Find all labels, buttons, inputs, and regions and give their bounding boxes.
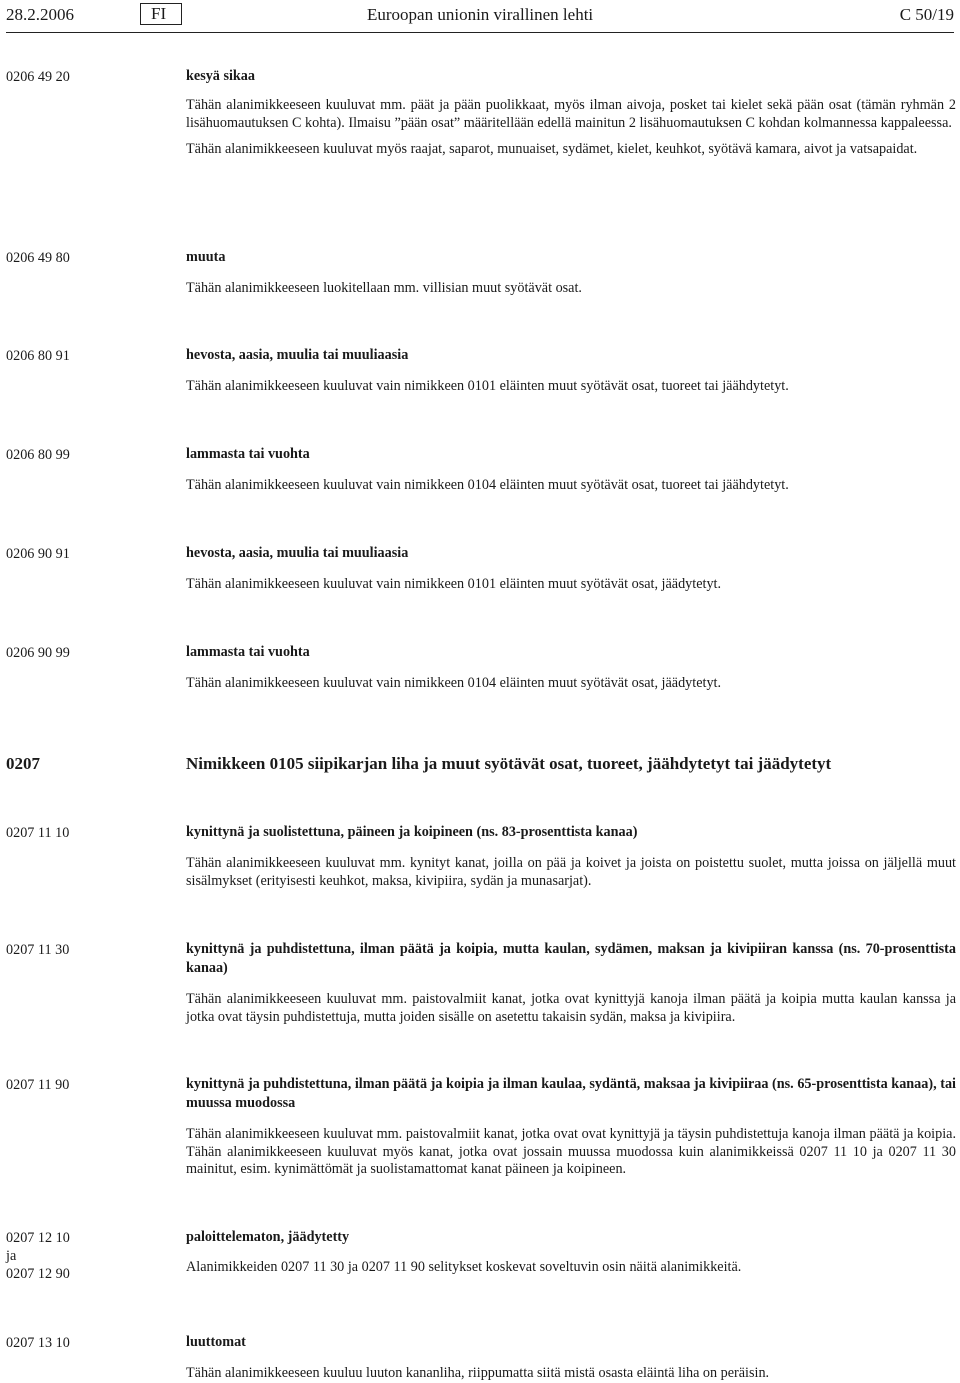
entry-body bbox=[186, 67, 956, 159]
entry-paragraph: Tähän alanimikkeeseen luokitellaan mm. villisian muut syötävät osat. bbox=[186, 280, 582, 296]
entry-title: hevosta, aasia, muulia tai muuliaasia bbox=[186, 545, 409, 561]
entry-code-group bbox=[6, 1228, 176, 1284]
entry-code: 0206 90 91 bbox=[6, 546, 70, 562]
entry-code: 0207 12 10 bbox=[6, 1230, 70, 1246]
entry-title: kynittynä ja suolistettuna, päineen ja koipineen (ns. 83-prosenttista kanaa) bbox=[186, 824, 638, 840]
entry-paragraph: Tähän alanimikkeeseen kuuluvat vain nimikkeen 0101 eläinten muut syötävät osat, jäädytetyt. bbox=[186, 576, 722, 592]
entry-body bbox=[186, 753, 956, 775]
entry-paragraph: Tähän alanimikkeeseen kuuluvat vain nimikkeen 0101 eläinten muut syötävät osat, tuoreet tai jäähdytetyt. bbox=[186, 378, 789, 394]
entry-paragraph: Tähän alanimikkeeseen kuuluvat mm. kynityt kanat, joilla on pää ja koivet ja joista on poistettu suolet, mutta joissa on jäljellä muut sisälmykset (erityisesti keuhkot, maksa, kivipiira, sydän ja munasarjat). bbox=[186, 855, 956, 889]
entry-paragraph: Tähän alanimikkeeseen kuuluvat vain nimikkeen 0104 eläinten muut syötävät osat, jäädytetyt. bbox=[186, 675, 722, 691]
entry-title: paloittelematon, jäädytetty bbox=[186, 1229, 350, 1245]
entry-body bbox=[186, 248, 956, 298]
entry-body bbox=[186, 1228, 956, 1277]
entry-body bbox=[186, 445, 956, 495]
entry-code: 0207 11 90 bbox=[6, 1077, 70, 1093]
heading-code: 0207 bbox=[6, 754, 40, 773]
entry-code: 0207 11 30 bbox=[6, 942, 70, 958]
entry-body bbox=[186, 346, 956, 396]
journal-title: Euroopan unionin virallinen lehti bbox=[367, 5, 594, 24]
heading-title: Nimikkeen 0105 siipikarjan liha ja muut syötävät osat, tuoreet, jäähdytetyt tai jäädytetyt bbox=[186, 754, 832, 773]
entry-title: kynittynä ja puhdistettuna, ilman päätä ja koipia ja ilman kaulaa, sydäntä, maksaa ja kivipiiraa (ns. 65-prosenttista kanaa), tai muussa muodossa bbox=[186, 1076, 956, 1111]
entry-paragraph: Tähän alanimikkeeseen kuuluvat mm. paistovalmiit kanat, jotka ovat kynittyjä kanoja ilman päätä ja koipia mutta kaulan kanssa ja jotka ovat täysin puhdistettuja, mutta joiden sisälle on asetettu takaisin sydän, maksa ja kivipiira. bbox=[186, 991, 956, 1025]
entry-title: kesyä sikaa bbox=[186, 68, 255, 84]
entry-body bbox=[186, 1075, 956, 1179]
entry-paragraph: Tähän alanimikkeeseen kuuluu luuton kananliha, riippumatta siitä mistä osasta eläintä liha on peräisin. bbox=[186, 1365, 770, 1381]
entry-title: kynittynä ja puhdistettuna, ilman päätä ja koipia, mutta kaulan, sydämen, maksan ja kivipiiran kanssa (ns. 70-prosenttista kanaa) bbox=[186, 941, 956, 976]
entry-body bbox=[186, 643, 956, 693]
entry-code-secondary: 0207 12 90 bbox=[6, 1266, 70, 1282]
page-number: C 50/19 bbox=[899, 5, 954, 24]
entry-title: muuta bbox=[186, 249, 226, 265]
entry-title: lammasta tai vuohta bbox=[186, 644, 310, 660]
entry-body bbox=[186, 940, 956, 1026]
code-conjunction: ja bbox=[6, 1248, 17, 1264]
entry-paragraph: Tähän alanimikkeeseen kuuluvat mm. päät ja pään puolikkaat, myös ilman aivoja, posket tai kielet sekä pään osat (tämän ryhmän 2 lisähuomautuksen C kohta). Ilmaisu ”pään osat” määritellään edellä mainitun 2 lisähuomautuksen C kohdan kolmannessa kappaleessa. bbox=[186, 97, 956, 131]
entry-body bbox=[186, 1333, 956, 1383]
entry-paragraph: Tähän alanimikkeeseen kuuluvat myös raajat, saparot, munuaiset, sydämet, kielet, keuhkot, syötävä kamara, aivot ja vatsapaidat. bbox=[186, 141, 918, 157]
entry-paragraph: Tähän alanimikkeeseen kuuluvat vain nimikkeen 0104 eläinten muut syötävät osat, tuoreet tai jäähdytetyt. bbox=[186, 477, 789, 493]
entry-body bbox=[186, 823, 956, 890]
entry-paragraph: Alanimikkeiden 0207 11 30 ja 0207 11 90 selitykset koskevat soveltuvin osin näitä alanimikkeitä. bbox=[186, 1259, 742, 1275]
entry-code: 0207 11 10 bbox=[6, 825, 70, 841]
entry-title: hevosta, aasia, muulia tai muuliaasia bbox=[186, 347, 409, 363]
entry-code: 0207 13 10 bbox=[6, 1335, 70, 1351]
entry-title: lammasta tai vuohta bbox=[186, 446, 310, 462]
entry-code: 0206 80 91 bbox=[6, 348, 70, 364]
entry-body bbox=[186, 544, 956, 594]
entry-code: 0206 80 99 bbox=[6, 447, 70, 463]
page-header bbox=[6, 0, 954, 33]
entry-title: luuttomat bbox=[186, 1334, 246, 1350]
publication-date: 28.2.2006 bbox=[6, 5, 74, 24]
language-badge: FI bbox=[140, 3, 182, 25]
entry-code: 0206 49 20 bbox=[6, 69, 70, 85]
entry-code: 0206 49 80 bbox=[6, 250, 70, 266]
entry-paragraph: Tähän alanimikkeeseen kuuluvat mm. paistovalmiit kanat, jotka ovat ovat kynittyjä ja täysin puhdistettuja kanoja ilman päätä ja koipia. Tähän alanimikkeeseen kuuluvat myös kanat, jotka ovat jossain muussa muodossa kuin alanimikkeissä 0207 11 10 ja 0207 11 30 mainitut, esim. kynimättömät ja suolistamattomat kanat päineen ja koipineen. bbox=[186, 1126, 956, 1177]
entry-code: 0206 90 99 bbox=[6, 645, 70, 661]
